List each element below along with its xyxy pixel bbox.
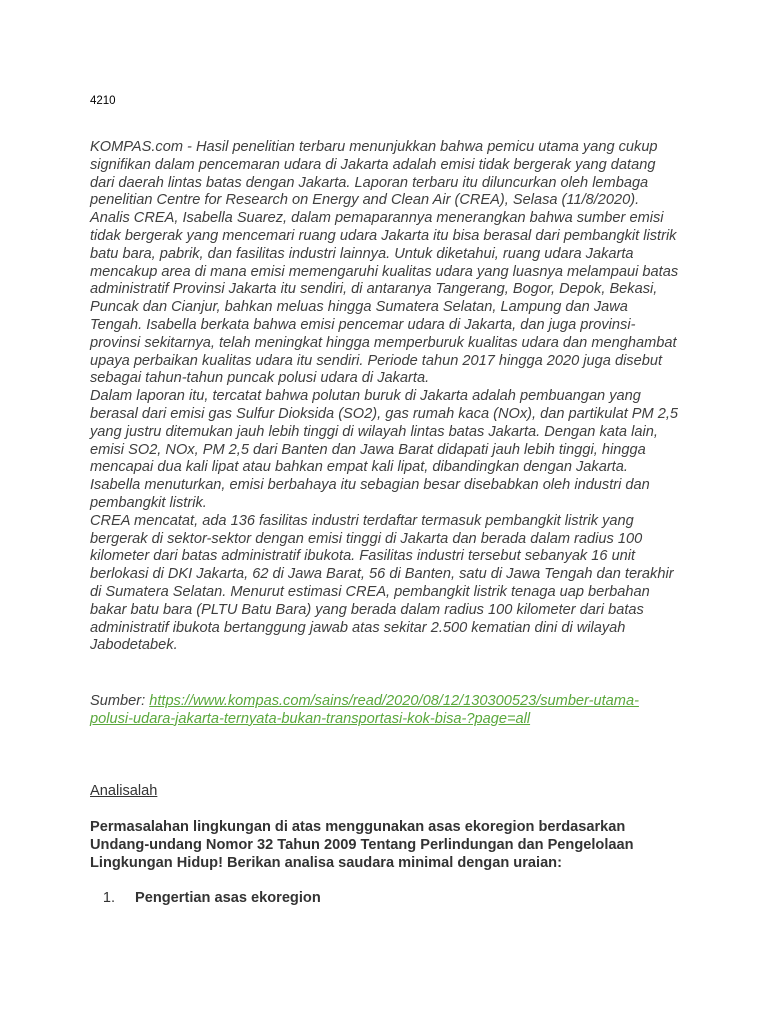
document-number: 4210	[90, 95, 116, 107]
task-list	[90, 890, 321, 906]
analysis-heading: Analisalah	[90, 783, 158, 799]
article-paragraph: CREA mencatat, ada 136 fasilitas industri terdaftar termasuk pembangkit listrik yang bergerak di sektor-sektor dengan emisi tinggi di Jakarta dan berada dalam radius 100 kilometer dari batas administratif ibukota. Fasilitas industri tersebut sebanyak 16 unit berlokasi di DKI Jakarta, 62 di Jawa Barat, 56 di Banten, satu di Jawa Tengah dan terakhir di Sumatera Selatan. Menurut estimasi CREA, pembangkit listrik tenaga uap berbahan bakar batu bara (PLTU Batu Bara) yang berada dalam radius 100 kilometer dari batas administratif ibukota bertanggung jawab atas sekitar 2.500 kematian dini di wilayah Jabodetabek.	[90, 512, 674, 654]
list-item	[90, 890, 321, 906]
article-paragraph: KOMPAS.com - Hasil penelitian terbaru menunjukkan bahwa pemicu utama yang cukup signifikan dalam pencemaran udara di Jakarta adalah emisi tidak bergerak yang datang dari daerah lintas batas dengan Jakarta. Laporan terbaru itu diluncurkan oleh lembaga penelitian Centre for Research on Energy and Clean Air (CREA), Selasa (11/8/2020).	[90, 139, 658, 209]
article-body	[90, 139, 680, 655]
list-item-text: Pengertian asas ekoregion	[135, 890, 321, 906]
article-paragraph: Dalam laporan itu, tercatat bahwa polutan buruk di Jakarta adalah pembuangan yang berasal dari emisi gas Sulfur Dioksida (SO2), gas rumah kaca (NOx), dan partikulat PM 2,5 yang justru ditemukan jauh lebih tinggi di wilayah lintas batas Jakarta. Dengan kata lain, emisi SO2, NOx, PM 2,5 dari Banten dan Jawa Barat didapati jauh lebih tinggi, hingga mencapai dua kali lipat atau bahkan empat kali lipat, dibandingkan dengan Jakarta. Isabella menuturkan, emisi berbahaya itu sebagian besar disebabkan oleh industri dan pembangkit listrik.	[90, 388, 679, 511]
source-line	[90, 693, 680, 729]
question-text: Permasalahan lingkungan di atas menggunakan asas ekoregion berdasarkan Undang-undang Nomor 32 Tahun 2009 Tentang Perlindungan dan Pengelolaan Lingkungan Hidup! Berikan analisa saudara minimal dengan uraian:	[90, 819, 634, 871]
article-paragraph: Analis CREA, Isabella Suarez, dalam pemaparannya menerangkan bahwa sumber emisi tidak bergerak yang mencemari ruang udara Jakarta itu bisa berasal dari pembangkit listrik batu bara, pabrik, dan fasilitas industri lainnya. Untuk diketahui, ruang udara Jakarta mencakup area di mana emisi memengaruhi kualitas udara yang luasnya melampaui batas administratif Provinsi Jakarta itu sendiri, di antaranya Tangerang, Bogor, Depok, Bekasi, Puncak dan Cianjur, bahkan meluas hingga Sumatera Selatan, Lampung dan Jawa Tengah. Isabella berkata bahwa emisi pencemar udara di Jakarta, dan juga provinsi-provinsi sekitarnya, telah meningkat hingga memperburuk kualitas udara dan menghambat upaya perbaikan kualitas udara itu sendiri. Periode tahun 2017 hingga 2020 juga disebut sebagai tahun-tahun puncak polusi udara di Jakarta.	[90, 210, 679, 387]
source-link[interactable]: https://www.kompas.com/sains/read/2020/08/12/130300523/sumber-utama-polusi-udara-jakarta-ternyata-bukan-transportasi-kok-bisa-?page=all	[90, 693, 639, 727]
source-label: Sumber:	[90, 693, 150, 709]
list-item-number: 1.	[102, 890, 115, 906]
